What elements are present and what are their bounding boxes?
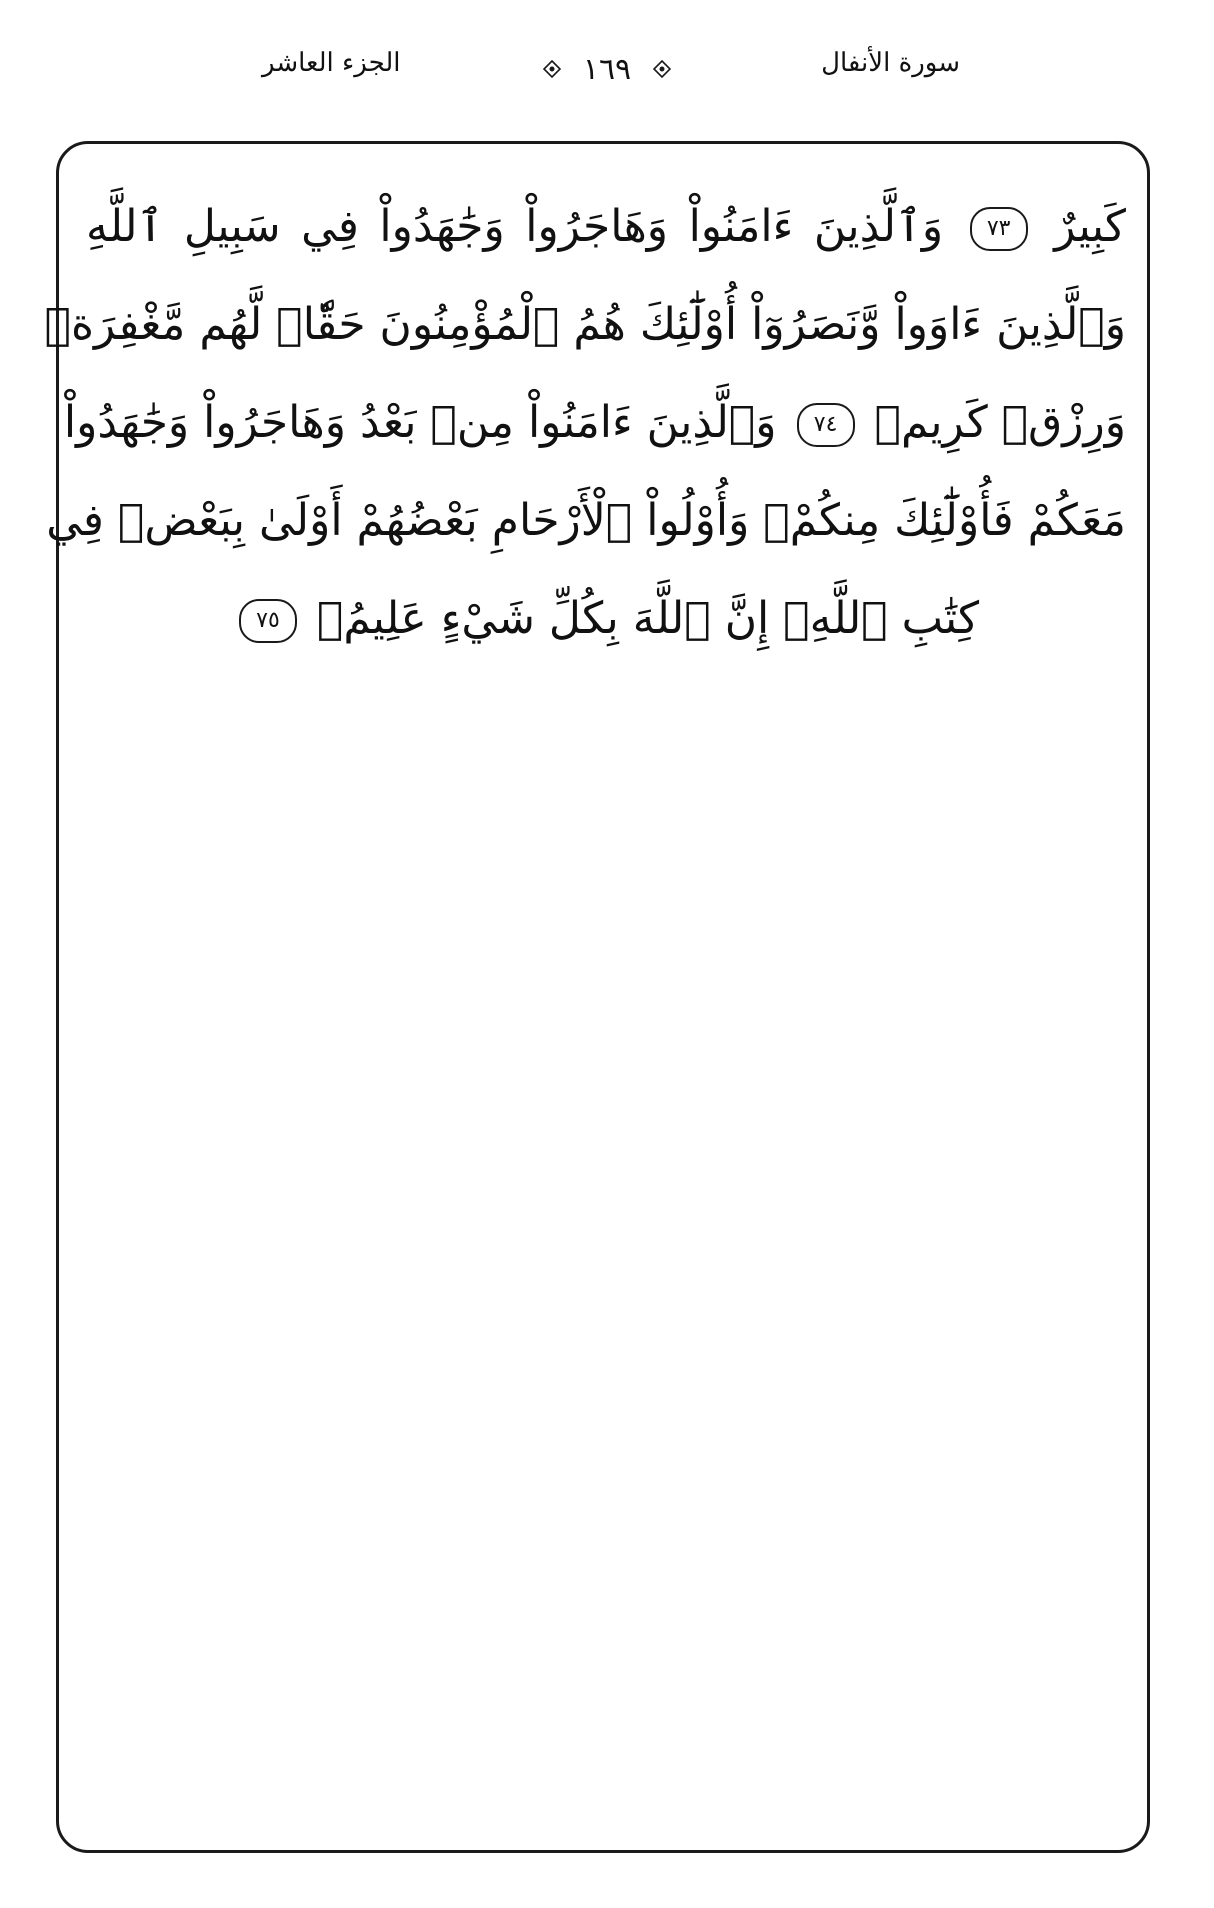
text-line — [46, 472, 1126, 570]
ayah-marker: ٧٣ — [970, 207, 1028, 251]
text-line — [63, 374, 1126, 472]
text-line — [86, 570, 1126, 668]
ayah-marker: ٧٥ — [239, 599, 297, 643]
verse-text: كَبِيرٌ — [1054, 201, 1126, 252]
surah-label: سورة الأنفال — [821, 48, 960, 78]
page-number: ١٦٩ — [582, 51, 632, 87]
verse-text: وَٱلَّذِينَ ءَامَنُواْ وَهَاجَرُواْ وَجَٰهَدُواْ فِي سَبِيلِ ٱللَّهِ — [86, 201, 944, 252]
text-line — [44, 276, 1126, 374]
verse-text: وَٱلَّذِينَ ءَاوَواْ وَّنَصَرُوٓاْ أُوْلَٰٓئِكَ هُمُ ٱلْمُؤْمِنُونَ حَقّٗاۚ لَّهُم مَّغْفِرَةٞ — [44, 299, 1126, 350]
diamond-ornament-icon — [543, 60, 561, 78]
diamond-ornament-icon — [653, 60, 671, 78]
juz-label: الجزء العاشر — [262, 48, 401, 78]
verse-text: كِتَٰبِ ٱللَّهِۚ إِنَّ ٱللَّهَ بِكُلِّ شَيْءٍ عَلِيمُۢ — [316, 593, 980, 644]
verse-text: وَٱلَّذِينَ ءَامَنُواْ مِنۢ بَعْدُ وَهَاجَرُواْ وَجَٰهَدُواْ — [63, 397, 777, 448]
page-number-ornament — [537, 44, 677, 94]
text-line — [86, 178, 1126, 276]
page-header — [0, 44, 1214, 100]
ayah-marker: ٧٤ — [797, 403, 855, 447]
verse-text: مَعَكُمْ فَأُوْلَٰٓئِكَ مِنكُمْۚ وَأُوْلُواْ ٱلْأَرْحَامِ بَعْضُهُمْ أَوْلَىٰ بِبَعْضٖ فِي — [46, 495, 1126, 546]
verse-text: وَرِزْقٞ كَرِيمٞ — [874, 397, 1126, 448]
quran-text-block — [44, 178, 1126, 668]
